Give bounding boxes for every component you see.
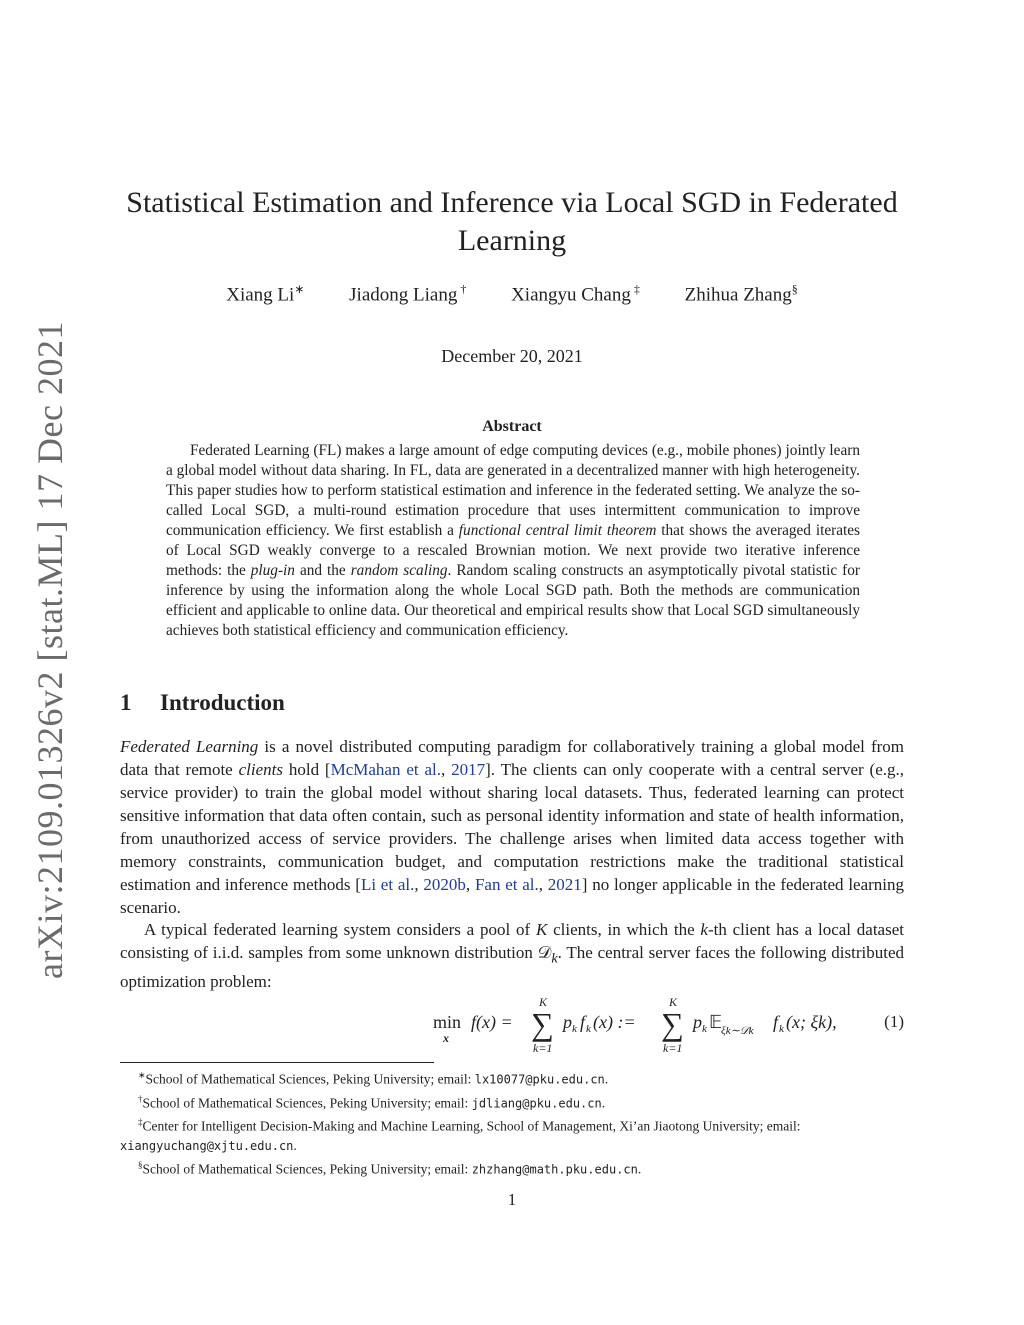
citation-link-fan[interactable]: Fan et al. bbox=[474, 875, 539, 894]
eq-sum2-top: K bbox=[669, 995, 678, 1009]
equation-1 bbox=[120, 990, 904, 1056]
equation-number: (1) bbox=[884, 1012, 904, 1031]
author-3: Xiangyu Chang ‡ bbox=[511, 282, 640, 306]
author-4: Zhihua Zhang§ bbox=[684, 282, 798, 306]
eq-term1-arg: (x) := bbox=[593, 1012, 636, 1032]
email-link-3[interactable]: xiangyuchang@xjtu.edu.cn bbox=[120, 1138, 294, 1153]
section-number: 1 bbox=[120, 690, 132, 715]
eq-term1-p: p bbox=[563, 1012, 572, 1032]
eq-term2-p: p bbox=[693, 1012, 702, 1032]
email-link-1[interactable]: lx10077@pku.edu.cn bbox=[474, 1072, 605, 1087]
equation-1-math bbox=[433, 990, 853, 1056]
footnotes bbox=[120, 1066, 906, 1179]
eq-term2-arg: (x; ξk), bbox=[786, 1012, 837, 1032]
email-link-2[interactable]: jdliang@pku.edu.cn bbox=[471, 1096, 602, 1110]
eq-expectation-sub: ξk∼𝒟k bbox=[721, 1025, 754, 1037]
citation-link-mcmahan-year[interactable]: 2017 bbox=[451, 760, 486, 779]
paper-title: Statistical Estimation and Inference via Local SGD in Federated Learning bbox=[126, 186, 898, 257]
eq-term1-p-sub: k bbox=[572, 1023, 577, 1035]
arxiv-stamp-text: arXiv:2109.01326v2 [stat.ML] 17 Dec 2021 bbox=[30, 321, 70, 979]
email-link-4[interactable]: zhzhang@math.pku.edu.cn bbox=[471, 1162, 638, 1176]
citation-link-fan-year[interactable]: 2021 bbox=[547, 875, 582, 894]
eq-sum2-bottom: k=1 bbox=[663, 1041, 683, 1055]
arxiv-identifier-stamp bbox=[30, 321, 70, 979]
eq-lhs: f(x) = bbox=[471, 1012, 513, 1032]
section-heading-introduction bbox=[120, 690, 285, 716]
eq-term2-f-sub: k bbox=[779, 1023, 784, 1035]
eq-term1-f-sub: k bbox=[586, 1023, 591, 1035]
eq-sum1-symbol: ∑ bbox=[531, 1006, 554, 1042]
citation-link-li[interactable]: Li et al. bbox=[360, 875, 415, 894]
footnote-2: †School of Mathematical Sciences, Peking University; email: jdliang@pku.edu.cn. bbox=[138, 1093, 606, 1110]
author-list bbox=[120, 282, 904, 306]
page-number: 1 bbox=[507, 1190, 517, 1209]
eq-min: min bbox=[433, 1012, 462, 1032]
footnote-4: §School of Mathematical Sciences, Peking University; email: zhzhang@math.pku.edu.cn. bbox=[138, 1159, 642, 1176]
footnote-rule bbox=[120, 1062, 434, 1063]
footnote-3: ‡Center for Intelligent Decision-Making and Machine Learning, School of Management, Xi’an Jiaotong University; email: xiangyuchang@xjtu.edu.cn. bbox=[120, 1117, 801, 1153]
author-2: Jiadong Liang † bbox=[349, 282, 467, 306]
footnote-1: ∗School of Mathematical Sciences, Peking University; email: lx10077@pku.edu.cn. bbox=[138, 1070, 609, 1087]
eq-term2-p-sub: k bbox=[702, 1023, 707, 1035]
eq-sum1-bottom: k=1 bbox=[533, 1041, 553, 1055]
citation-link-li-year[interactable]: 2020b bbox=[423, 875, 466, 894]
eq-sum1-top: K bbox=[539, 995, 548, 1009]
section-title: Introduction bbox=[160, 690, 285, 715]
intro-paragraph-1: Federated Learning is a novel distributed computing paradigm for collaboratively training a global model from data that remote clients hold [McMahan et al., 2017]. The clients can only cooperate with a central server (e.g., service provider) to train the global model without sharing local datasets. Thus, federated learning can protect sensitive information that data often contain, such as personal identity information and state of health information, from unauthorized access of service providers. The challenge arises when limited data access together with memory constraints, communication budget, and computation restrictions make the traditional statistical estimation and inference methods [Li et al., 2020b, Fan et al., 2021] no longer applicable in the federated learning scenario. bbox=[120, 737, 905, 917]
citation-link-mcmahan[interactable]: McMahan et al. bbox=[330, 760, 441, 779]
eq-sum2-symbol: ∑ bbox=[661, 1006, 684, 1042]
eq-min-subscript: x bbox=[443, 1031, 449, 1045]
paper-date: December 20, 2021 bbox=[441, 346, 583, 366]
intro-paragraph-2: A typical federated learning system considers a pool of K clients, in which the k-th client has a local dataset consisting of i.i.d. samples from some unknown distribution 𝒟$_k$. The central server faces the following distributed optimization problem: bbox=[120, 920, 904, 992]
abstract-heading: Abstract bbox=[482, 418, 542, 435]
eq-expectation: 𝔼 bbox=[709, 1012, 723, 1032]
eq-term2-f: f bbox=[773, 1012, 779, 1032]
abstract-body: Federated Learning (FL) makes a large amount of edge computing devices (e.g., mobile phones) jointly learn a global model without data sharing. In FL, data are generated in a decentralized manner with high heterogeneity. This paper studies how to perform statistical estimation and inference in the federated setting. We analyze the so-called Local SGD, a multi-round estimation procedure that uses intermittent communication to improve communication efficiency. We first establish a functional central limit theorem that shows the averaged iterates of Local SGD weakly converge to a rescaled Brownian motion. We next provide two iterative inference methods: the plug-in and the random scaling. Random scaling constructs an asymptotically pivotal statistic for inference by using the information along the whole Local SGD path. Both the methods are communication efficient and applicable to online data. Our theoretical and empirical results show that Local SGD simultaneously achieves both statistical efficiency and communication efficiency. bbox=[166, 442, 860, 639]
author-1: Xiang Li∗ bbox=[226, 282, 305, 306]
eq-term1-f: f bbox=[580, 1012, 586, 1032]
